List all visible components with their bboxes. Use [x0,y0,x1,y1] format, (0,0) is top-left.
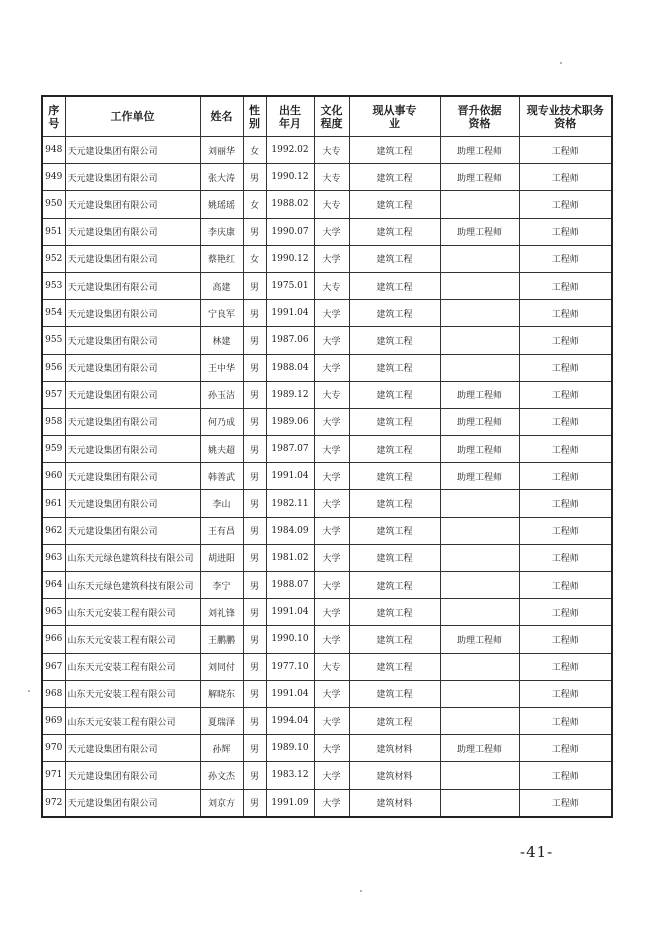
cell-major: 建筑工程 [349,137,440,164]
cell-major: 建筑工程 [349,463,440,490]
table-row [42,517,612,544]
cell-birth: 1988.04 [266,354,314,381]
cell-major: 建筑工程 [349,626,440,653]
cell-seq: 964 [42,572,65,599]
scan-speck [560,62,562,64]
cell-education: 大学 [314,762,349,789]
cell-birth: 1977.10 [266,653,314,680]
table-header [42,96,612,137]
cell-current-title: 工程师 [519,436,612,463]
cell-gender: 男 [243,300,266,327]
header-seq: 序号 [42,96,65,137]
cell-major: 建筑工程 [349,218,440,245]
scan-speck [360,890,362,892]
cell-unit: 山东天元安装工程有限公司 [65,653,200,680]
table-row [42,599,612,626]
cell-promotion-basis [440,191,519,218]
cell-gender: 男 [243,164,266,191]
cell-seq: 969 [42,707,65,734]
cell-name: 解晓东 [200,680,243,707]
cell-education: 大学 [314,436,349,463]
table-row [42,572,612,599]
cell-unit: 天元建设集团有限公司 [65,191,200,218]
table-row [42,490,612,517]
cell-name: 夏瑞泽 [200,707,243,734]
cell-current-title: 工程师 [519,408,612,435]
cell-birth: 1983.12 [266,762,314,789]
cell-gender: 男 [243,463,266,490]
cell-current-title: 工程师 [519,572,612,599]
cell-major: 建筑材料 [349,735,440,762]
table-row [42,381,612,408]
cell-name: 刘丽华 [200,137,243,164]
cell-education: 大学 [314,789,349,817]
cell-gender: 男 [243,626,266,653]
header-gender: 性别 [243,96,266,137]
cell-current-title: 工程师 [519,680,612,707]
cell-gender: 女 [243,137,266,164]
table-row [42,191,612,218]
cell-seq: 961 [42,490,65,517]
cell-name: 刘京方 [200,789,243,817]
cell-current-title: 工程师 [519,191,612,218]
cell-birth: 1992.02 [266,137,314,164]
table-row [42,680,612,707]
cell-seq: 967 [42,653,65,680]
cell-seq: 948 [42,137,65,164]
cell-promotion-basis [440,762,519,789]
cell-gender: 男 [243,599,266,626]
cell-promotion-basis [440,599,519,626]
cell-birth: 1987.07 [266,436,314,463]
cell-gender: 男 [243,408,266,435]
cell-current-title: 工程师 [519,300,612,327]
cell-birth: 1989.12 [266,381,314,408]
cell-unit: 山东天元绿色建筑科技有限公司 [65,572,200,599]
cell-gender: 男 [243,354,266,381]
cell-unit: 山东天元安装工程有限公司 [65,707,200,734]
cell-unit: 天元建设集团有限公司 [65,789,200,817]
page-number: -41- [520,843,554,861]
cell-unit: 天元建设集团有限公司 [65,300,200,327]
cell-birth: 1982.11 [266,490,314,517]
cell-major: 建筑工程 [349,327,440,354]
cell-unit: 天元建设集团有限公司 [65,354,200,381]
cell-education: 大学 [314,517,349,544]
table-row [42,544,612,571]
cell-current-title: 工程师 [519,245,612,272]
cell-education: 大学 [314,599,349,626]
cell-name: 孙文杰 [200,762,243,789]
table-row [42,762,612,789]
cell-education: 大学 [314,544,349,571]
cell-unit: 天元建设集团有限公司 [65,381,200,408]
cell-current-title: 工程师 [519,789,612,817]
cell-promotion-basis [440,789,519,817]
cell-seq: 957 [42,381,65,408]
cell-current-title: 工程师 [519,735,612,762]
table-row [42,245,612,272]
table-row [42,735,612,762]
table-row [42,354,612,381]
table-row [42,218,612,245]
cell-birth: 1989.06 [266,408,314,435]
cell-promotion-basis [440,490,519,517]
cell-seq: 959 [42,436,65,463]
personnel-table [41,95,613,818]
cell-education: 大学 [314,327,349,354]
cell-name: 宁良军 [200,300,243,327]
cell-education: 大专 [314,272,349,299]
cell-major: 建筑工程 [349,653,440,680]
cell-gender: 男 [243,490,266,517]
table-row [42,137,612,164]
cell-birth: 1988.07 [266,572,314,599]
cell-current-title: 工程师 [519,137,612,164]
cell-unit: 天元建设集团有限公司 [65,490,200,517]
cell-major: 建筑工程 [349,572,440,599]
cell-birth: 1991.04 [266,300,314,327]
header-name: 姓名 [200,96,243,137]
cell-promotion-basis [440,300,519,327]
cell-current-title: 工程师 [519,272,612,299]
cell-promotion-basis [440,544,519,571]
cell-seq: 962 [42,517,65,544]
cell-major: 建筑工程 [349,354,440,381]
cell-birth: 1984.09 [266,517,314,544]
cell-promotion-basis [440,327,519,354]
cell-education: 大学 [314,463,349,490]
cell-birth: 1990.12 [266,164,314,191]
table-row [42,408,612,435]
cell-major: 建筑工程 [349,707,440,734]
table-row [42,463,612,490]
cell-current-title: 工程师 [519,626,612,653]
cell-seq: 965 [42,599,65,626]
cell-gender: 女 [243,245,266,272]
cell-birth: 1994.04 [266,707,314,734]
cell-gender: 男 [243,735,266,762]
cell-unit: 天元建设集团有限公司 [65,272,200,299]
cell-gender: 男 [243,517,266,544]
cell-education: 大学 [314,490,349,517]
header-row [42,96,612,137]
cell-gender: 男 [243,381,266,408]
cell-name: 林建 [200,327,243,354]
cell-name: 何乃成 [200,408,243,435]
cell-promotion-basis: 助理工程师 [440,408,519,435]
cell-gender: 男 [243,789,266,817]
cell-seq: 954 [42,300,65,327]
cell-education: 大学 [314,245,349,272]
cell-current-title: 工程师 [519,599,612,626]
cell-seq: 950 [42,191,65,218]
cell-unit: 天元建设集团有限公司 [65,327,200,354]
cell-current-title: 工程师 [519,490,612,517]
cell-birth: 1988.02 [266,191,314,218]
cell-current-title: 工程师 [519,164,612,191]
cell-name: 胡进阳 [200,544,243,571]
cell-birth: 1989.10 [266,735,314,762]
cell-promotion-basis: 助理工程师 [440,218,519,245]
table-row [42,626,612,653]
cell-promotion-basis [440,680,519,707]
cell-seq: 949 [42,164,65,191]
header-birth: 出生年月 [266,96,314,137]
cell-birth: 1991.09 [266,789,314,817]
cell-major: 建筑工程 [349,381,440,408]
cell-birth: 1991.04 [266,680,314,707]
cell-unit: 天元建设集团有限公司 [65,218,200,245]
cell-education: 大专 [314,653,349,680]
cell-major: 建筑材料 [349,789,440,817]
cell-education: 大学 [314,300,349,327]
table-row [42,707,612,734]
cell-name: 姚夫超 [200,436,243,463]
cell-current-title: 工程师 [519,327,612,354]
cell-seq: 971 [42,762,65,789]
cell-name: 王中华 [200,354,243,381]
cell-education: 大专 [314,137,349,164]
cell-major: 建筑工程 [349,680,440,707]
header-current-title: 现专业技术职务资格 [519,96,612,137]
cell-promotion-basis: 助理工程师 [440,626,519,653]
table-row [42,272,612,299]
cell-promotion-basis: 助理工程师 [440,735,519,762]
cell-promotion-basis [440,517,519,544]
cell-gender: 男 [243,272,266,299]
cell-education: 大学 [314,707,349,734]
cell-current-title: 工程师 [519,517,612,544]
cell-gender: 男 [243,680,266,707]
cell-seq: 955 [42,327,65,354]
table-row [42,327,612,354]
cell-name: 李庆康 [200,218,243,245]
cell-name: 孙辉 [200,735,243,762]
cell-unit: 山东天元安装工程有限公司 [65,680,200,707]
cell-promotion-basis [440,707,519,734]
cell-unit: 山东天元安装工程有限公司 [65,626,200,653]
cell-name: 李山 [200,490,243,517]
cell-current-title: 工程师 [519,218,612,245]
cell-unit: 天元建设集团有限公司 [65,137,200,164]
cell-gender: 男 [243,544,266,571]
cell-gender: 男 [243,218,266,245]
cell-education: 大学 [314,680,349,707]
table-body [42,137,612,817]
cell-birth: 1990.07 [266,218,314,245]
cell-birth: 1981.02 [266,544,314,571]
cell-promotion-basis: 助理工程师 [440,436,519,463]
cell-unit: 山东天元安装工程有限公司 [65,599,200,626]
cell-seq: 953 [42,272,65,299]
cell-promotion-basis [440,653,519,680]
cell-seq: 972 [42,789,65,817]
cell-major: 建筑工程 [349,599,440,626]
cell-education: 大学 [314,218,349,245]
cell-promotion-basis: 助理工程师 [440,164,519,191]
cell-promotion-basis: 助理工程师 [440,137,519,164]
cell-unit: 天元建设集团有限公司 [65,762,200,789]
cell-promotion-basis [440,272,519,299]
scan-speck [28,690,30,692]
cell-education: 大学 [314,572,349,599]
cell-name: 王鹏鹏 [200,626,243,653]
cell-major: 建筑工程 [349,245,440,272]
cell-birth: 1987.06 [266,327,314,354]
cell-current-title: 工程师 [519,381,612,408]
cell-current-title: 工程师 [519,653,612,680]
cell-major: 建筑工程 [349,272,440,299]
cell-major: 建筑材料 [349,762,440,789]
cell-major: 建筑工程 [349,191,440,218]
cell-major: 建筑工程 [349,517,440,544]
header-major: 现从事专业 [349,96,440,137]
cell-unit: 天元建设集团有限公司 [65,463,200,490]
cell-promotion-basis: 助理工程师 [440,463,519,490]
cell-birth: 1991.04 [266,463,314,490]
cell-gender: 男 [243,327,266,354]
header-unit: 工作单位 [65,96,200,137]
cell-major: 建筑工程 [349,490,440,517]
cell-gender: 男 [243,762,266,789]
cell-name: 韩善武 [200,463,243,490]
cell-major: 建筑工程 [349,300,440,327]
cell-seq: 963 [42,544,65,571]
cell-seq: 960 [42,463,65,490]
cell-promotion-basis [440,572,519,599]
cell-birth: 1991.04 [266,599,314,626]
cell-major: 建筑工程 [349,436,440,463]
cell-gender: 男 [243,653,266,680]
cell-seq: 956 [42,354,65,381]
cell-education: 大专 [314,191,349,218]
cell-promotion-basis [440,245,519,272]
cell-birth: 1990.12 [266,245,314,272]
table-row [42,653,612,680]
cell-education: 大学 [314,735,349,762]
cell-name: 王有昌 [200,517,243,544]
cell-current-title: 工程师 [519,544,612,571]
cell-current-title: 工程师 [519,354,612,381]
table-row [42,436,612,463]
cell-education: 大学 [314,354,349,381]
cell-major: 建筑工程 [349,408,440,435]
cell-current-title: 工程师 [519,762,612,789]
cell-education: 大学 [314,626,349,653]
cell-unit: 天元建设集团有限公司 [65,517,200,544]
cell-gender: 女 [243,191,266,218]
cell-education: 大专 [314,164,349,191]
cell-unit: 天元建设集团有限公司 [65,436,200,463]
cell-seq: 966 [42,626,65,653]
cell-seq: 970 [42,735,65,762]
cell-seq: 951 [42,218,65,245]
cell-seq: 968 [42,680,65,707]
cell-major: 建筑工程 [349,164,440,191]
header-education: 文化程度 [314,96,349,137]
cell-seq: 958 [42,408,65,435]
cell-education: 大学 [314,408,349,435]
cell-name: 高建 [200,272,243,299]
cell-gender: 男 [243,572,266,599]
cell-name: 张大涛 [200,164,243,191]
cell-gender: 男 [243,436,266,463]
cell-name: 刘同付 [200,653,243,680]
cell-current-title: 工程师 [519,707,612,734]
cell-unit: 山东天元绿色建筑科技有限公司 [65,544,200,571]
cell-promotion-basis: 助理工程师 [440,381,519,408]
cell-promotion-basis [440,354,519,381]
cell-education: 大专 [314,381,349,408]
cell-name: 蔡艳红 [200,245,243,272]
header-promotion-basis: 晋升依据资格 [440,96,519,137]
cell-name: 刘礼锋 [200,599,243,626]
cell-birth: 1975.01 [266,272,314,299]
table-row [42,300,612,327]
cell-name: 孙玉洁 [200,381,243,408]
cell-name: 姚瑶瑶 [200,191,243,218]
cell-unit: 天元建设集团有限公司 [65,408,200,435]
cell-current-title: 工程师 [519,463,612,490]
cell-name: 李宁 [200,572,243,599]
cell-unit: 天元建设集团有限公司 [65,245,200,272]
cell-birth: 1990.10 [266,626,314,653]
cell-seq: 952 [42,245,65,272]
table-row [42,789,612,817]
table-row [42,164,612,191]
cell-gender: 男 [243,707,266,734]
cell-unit: 天元建设集团有限公司 [65,735,200,762]
cell-unit: 天元建设集团有限公司 [65,164,200,191]
cell-major: 建筑工程 [349,544,440,571]
